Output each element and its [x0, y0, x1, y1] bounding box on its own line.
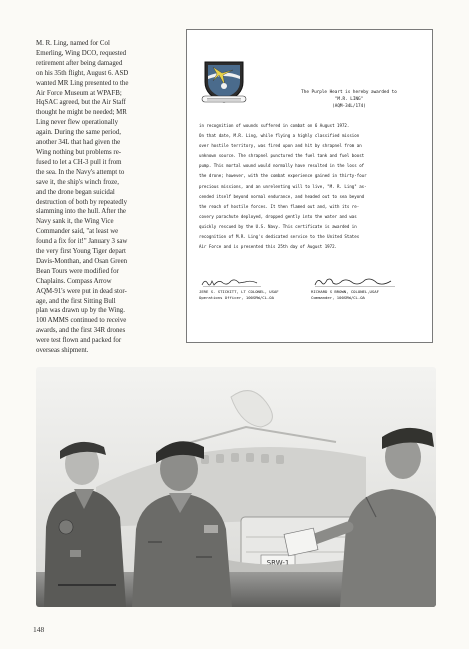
column-line: M. R. Ling, named for Col	[36, 40, 110, 47]
column-line: slamming into the hull. After the	[36, 208, 126, 216]
column-line: another 34L that had given the	[36, 139, 121, 147]
article-column	[36, 39, 168, 356]
column-line: awards, and the first 34R drones	[36, 327, 126, 335]
column-line: were test flown and packed for	[36, 337, 122, 345]
heading-line-2: "M.R. LING"	[334, 97, 364, 102]
certificate-body	[199, 121, 425, 252]
column-line: on his 35th flight, August 6. ASD	[36, 69, 129, 77]
column-line: fused to let a CH-3 pull it from	[36, 158, 122, 166]
column-line: thought he might be needed; MR	[36, 109, 127, 117]
column-line: retirement after being damaged	[36, 59, 123, 67]
column-line: Ling never flew operationally	[36, 119, 119, 127]
certificate-body-line: over hostile territory, was fired upon and hit by shrapnel from an	[199, 143, 362, 149]
purple-heart-certificate	[186, 29, 433, 343]
certificate-body-line: in recognition of wounds suffered in combat on 6 August 1972.	[199, 123, 350, 128]
column-line: and the drone began suicidal	[36, 188, 115, 196]
column-line: again. During the same period,	[36, 129, 121, 137]
signer-right-title: Commander, 100SRW/CL-OA	[311, 295, 365, 300]
signer-left-title: Operations Officer, 100SRW/CL-OA	[199, 295, 274, 300]
column-line: Chaplains. Compass Arrow	[36, 277, 112, 285]
column-line: wanted MR Ling presented to the	[36, 79, 129, 87]
column-line: save it, the ship's winch froze,	[36, 178, 119, 186]
certificate-body-line: quickly rescued by the U.S. Navy. This certificate is awarded in	[199, 223, 357, 229]
ceremony-photograph	[36, 367, 436, 607]
column-line: the sea. In the Navy's attempt to	[36, 168, 125, 176]
column-line: Bean Tours were modified for	[36, 267, 119, 275]
certificate-body-line: On that date, M.R. Ling, while flying a highly classified mission	[199, 133, 360, 139]
column-line: destruction of both by repeatedly	[36, 198, 128, 206]
signature-block-left	[199, 277, 304, 301]
column-line: 100 AMMS continued to receive	[36, 317, 127, 325]
column-line: plan was drawn up by the Wing.	[36, 307, 125, 315]
sac-shield-emblem-icon	[199, 58, 249, 104]
column-line: the very first Young Tiger depart	[36, 248, 126, 256]
signer-right-name: RICHARD S BROWN, COLONEL,USAF	[311, 289, 379, 294]
certificate-body-line: pump. This mortal wound would normally have resulted in the loss of	[199, 163, 365, 169]
signature-scrawl-left-icon	[199, 277, 269, 287]
certificate-body-line: unknown source. The shrapnel punctured the fuel tank and fuel boost	[199, 153, 365, 159]
certificate-body-line: covery parachute deployed, dropped gently into the water and was	[199, 213, 357, 219]
certificate-body-line: the reach of hostile forces. It then flamed out and, with its re-	[199, 203, 360, 209]
signer-left-name: JERE S. STICKITT, LT COLONEL, USAF	[199, 289, 279, 294]
certificate-body-line: precious missions, and an unrelenting will to live, "M. R. Ling" as-	[199, 183, 367, 189]
column-line: HqSAC agreed, but the Air Staff	[36, 99, 126, 107]
heading-line-1: The Purple Heart is hereby awarded to	[301, 90, 397, 95]
certificate-body-line: the drone; however, with the combat experience gained in thirty-four	[199, 173, 367, 179]
certificate-body-line: cended itself beyond normal endurance, and headed out to sea beyond	[199, 193, 365, 199]
column-line: age, and the first Sitting Bull	[36, 297, 116, 305]
column-line: Air Force Museum at WPAFB;	[36, 89, 122, 97]
page-number: 148	[33, 625, 45, 634]
drone-marking: SRW-1	[266, 559, 290, 567]
certificate-heading	[269, 89, 429, 110]
column-line: AQM-91's were put in dead stor-	[36, 287, 127, 295]
signature-scrawl-right-icon	[311, 277, 401, 287]
column-line: Emerling, Wing DCO, requested	[36, 49, 127, 57]
certificate-body-line: recognition of M.R. Ling's dedicated service to the United States	[199, 234, 360, 240]
column-line: Commander said, "at least we	[36, 228, 119, 236]
column-line: Navy sank it, the Wing Vice	[36, 218, 114, 226]
column-line: overseas shipment.	[36, 347, 89, 355]
heading-line-3: (AQM-34L/174)	[332, 104, 366, 109]
column-line: Wing nothing but problems re-	[36, 148, 122, 156]
column-line: Davis-Monthan, and Osan Green	[36, 257, 128, 265]
signature-block-right	[311, 277, 416, 301]
certificate-body-line: Air Force and is presented this 25th day of August 1972.	[199, 244, 338, 250]
column-line: found a fix for it!" January 3 saw	[36, 238, 128, 246]
